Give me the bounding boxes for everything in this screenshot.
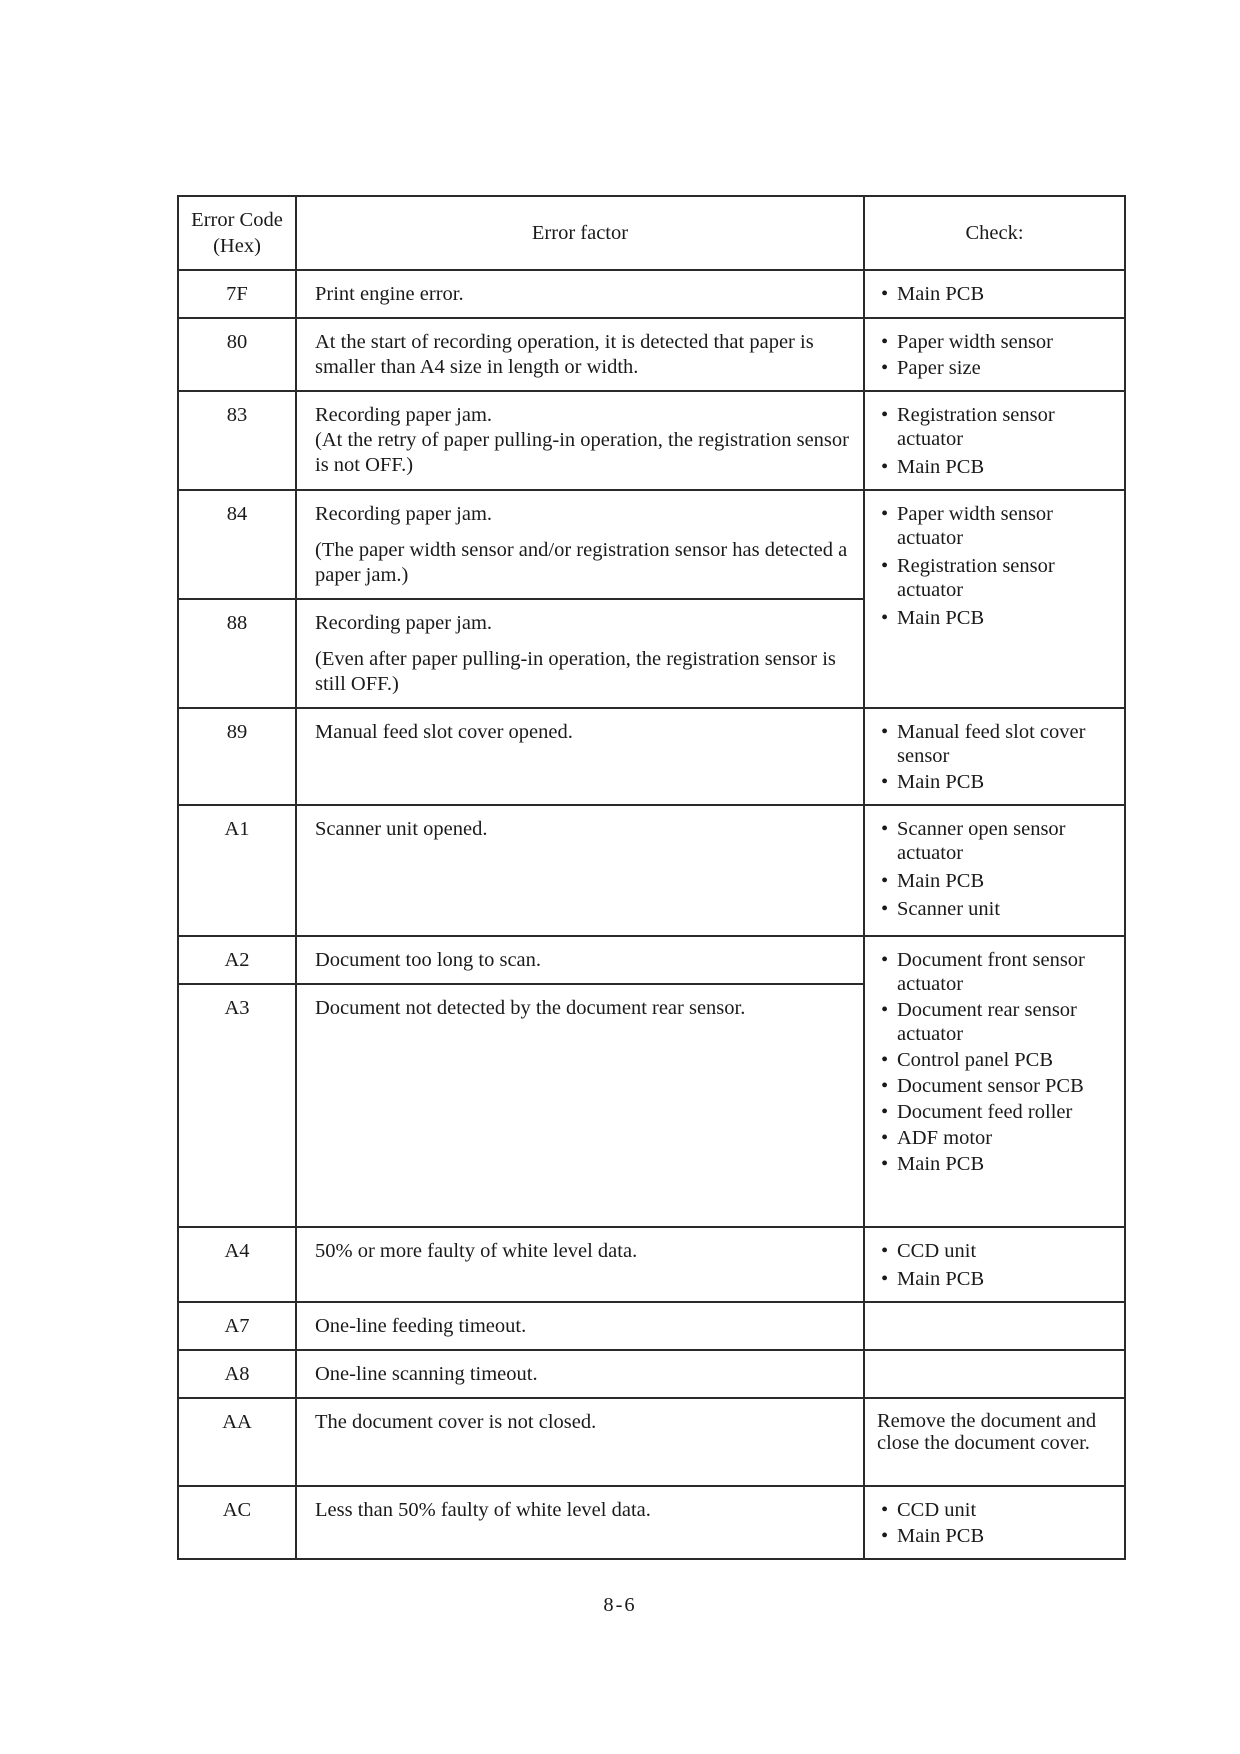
error-factor-detail: (At the retry of paper pulling-in operation, the registration sensor is not OFF.): [315, 429, 849, 476]
error-code: A3: [178, 984, 296, 1227]
table-row: [178, 1486, 1125, 1559]
table-row: [178, 490, 1125, 599]
check-item-text: Document feed roller: [897, 1101, 1073, 1123]
page-number: 8-6: [603, 1594, 637, 1616]
error-factor: [296, 805, 864, 936]
error-factor: [296, 708, 864, 805]
error-factor-text: 50% or more faulty of white level data.: [315, 1240, 638, 1262]
bullet-icon: •: [881, 721, 889, 743]
error-factor-text: Recording paper jam.: [315, 503, 493, 525]
check-item: [877, 403, 1116, 451]
bullet-icon: •: [881, 607, 889, 629]
error-factor: [296, 490, 864, 599]
error-factor: [296, 270, 864, 318]
bullet-icon: •: [881, 949, 889, 971]
error-code: A1: [178, 805, 296, 936]
check-item: [877, 897, 1116, 921]
error-code: AA: [178, 1398, 296, 1486]
check-list: [877, 948, 1116, 1176]
check-item-text: Control panel PCB: [897, 1049, 1054, 1071]
table-header-row: [178, 196, 1125, 270]
bullet-icon: •: [881, 404, 889, 426]
bullet-icon: •: [881, 357, 889, 379]
error-code: 88: [178, 599, 296, 708]
error-factor-text: Document not detected by the document rear sensor.: [315, 997, 746, 1019]
bullet-icon: •: [881, 898, 889, 920]
bullet-icon: •: [881, 1499, 889, 1521]
bullet-icon: •: [881, 1049, 889, 1071]
check-item-text: Scanner open sensor actuator: [897, 818, 1066, 864]
check-item: [877, 502, 1116, 550]
check-list: [877, 282, 1116, 306]
check-item-text: Main PCB: [897, 607, 985, 629]
header-check: Check:: [864, 196, 1125, 270]
error-code: A2: [178, 936, 296, 984]
check-item: [877, 1126, 1116, 1150]
check-list-cell: [864, 270, 1125, 318]
error-factor-text: At the start of recording operation, it is detected that paper is smaller than A4 size in length or width.: [315, 331, 814, 378]
check-list: [877, 502, 1116, 630]
check-item-text: Document rear sensor actuator: [897, 999, 1077, 1045]
table-row: [178, 1398, 1125, 1486]
check-item-text: Paper width sensor: [897, 331, 1054, 353]
bullet-icon: •: [881, 283, 889, 305]
check-list-cell: [864, 490, 1125, 708]
bullet-icon: •: [881, 555, 889, 577]
check-item-text: Paper size: [897, 357, 981, 379]
error-factor-text: One-line feeding timeout.: [315, 1315, 527, 1337]
bullet-icon: •: [881, 771, 889, 793]
check-item-text: Main PCB: [897, 1268, 985, 1290]
check-item-text: ADF motor: [897, 1127, 993, 1149]
table-row: [178, 708, 1125, 805]
error-factor: [296, 936, 864, 984]
check-item: [877, 720, 1116, 768]
check-item: [877, 998, 1116, 1046]
check-item-text: Document sensor PCB: [897, 1075, 1084, 1097]
check-item: [877, 356, 1116, 380]
check-item: [877, 1074, 1116, 1098]
error-code: AC: [178, 1486, 296, 1559]
bullet-icon: •: [881, 1268, 889, 1290]
error-factor: [296, 1227, 864, 1302]
check-note: Remove the document and close the document cover.: [877, 1410, 1097, 1454]
check-list-cell: [864, 1486, 1125, 1559]
check-list-cell: [864, 936, 1125, 1227]
error-factor: [296, 984, 864, 1227]
check-item: [877, 1524, 1116, 1548]
check-list: [877, 720, 1116, 794]
check-note-cell: [864, 1398, 1125, 1486]
error-factor-text: Manual feed slot cover opened.: [315, 721, 573, 743]
check-item-text: Main PCB: [897, 870, 985, 892]
check-list-cell: [864, 1227, 1125, 1302]
error-factor: [296, 599, 864, 708]
check-item-text: Main PCB: [897, 456, 985, 478]
check-item: [877, 282, 1116, 306]
check-item: [877, 606, 1116, 630]
error-code: 89: [178, 708, 296, 805]
check-list: [877, 1498, 1116, 1548]
check-list-cell-empty: [864, 1350, 1125, 1398]
check-item: [877, 554, 1116, 602]
table-row: [178, 936, 1125, 984]
check-list: [877, 403, 1116, 479]
check-item-text: Registration sensor actuator: [897, 404, 1055, 450]
error-code: A4: [178, 1227, 296, 1302]
check-item: [877, 1267, 1116, 1291]
bullet-icon: •: [881, 818, 889, 840]
check-item: [877, 1152, 1116, 1176]
table-row: [178, 1302, 1125, 1350]
header-error-code-line1: Error Code: [191, 209, 283, 231]
error-factor-text: Document too long to scan.: [315, 949, 542, 971]
error-code: A7: [178, 1302, 296, 1350]
error-factor-detail: (The paper width sensor and/or registration sensor has detected a paper jam.): [315, 539, 848, 586]
error-factor: [296, 1302, 864, 1350]
table-row: [178, 1350, 1125, 1398]
check-item: [877, 869, 1116, 893]
check-list-cell: [864, 391, 1125, 490]
check-item-text: Main PCB: [897, 1525, 985, 1547]
bullet-icon: •: [881, 870, 889, 892]
check-item: [877, 455, 1116, 479]
check-item: [877, 770, 1116, 794]
check-list-cell: [864, 708, 1125, 805]
check-item: [877, 1048, 1116, 1072]
bullet-icon: •: [881, 1525, 889, 1547]
check-list: [877, 817, 1116, 921]
check-item-text: Manual feed slot cover sensor: [897, 721, 1086, 767]
error-factor-text: Recording paper jam.: [315, 612, 493, 634]
table-row: [178, 318, 1125, 391]
check-item: [877, 948, 1116, 996]
bullet-icon: •: [881, 1240, 889, 1262]
check-item: [877, 1498, 1116, 1522]
bullet-icon: •: [881, 456, 889, 478]
check-list-cell-empty: [864, 1302, 1125, 1350]
header-error-code-line2: (Hex): [213, 235, 261, 257]
bullet-icon: •: [881, 999, 889, 1021]
check-item-text: CCD unit: [897, 1240, 977, 1262]
check-item-text: Scanner unit: [897, 898, 1001, 920]
error-code: 80: [178, 318, 296, 391]
check-item: [877, 1239, 1116, 1263]
check-item-text: Document front sensor actuator: [897, 949, 1085, 995]
error-code: A8: [178, 1350, 296, 1398]
error-factor-text: Recording paper jam.: [315, 404, 493, 426]
error-factor-text: Less than 50% faulty of white level data.: [315, 1499, 651, 1521]
error-factor: [296, 1486, 864, 1559]
error-code-table: [177, 195, 1126, 1560]
table-row: [178, 270, 1125, 318]
check-item-text: Paper width sensor actuator: [897, 503, 1054, 549]
error-factor-detail: (Even after paper pulling-in operation, the registration sensor is still OFF.): [315, 648, 836, 695]
table-row: [178, 1227, 1125, 1302]
check-list-cell: [864, 318, 1125, 391]
header-error-code: [178, 196, 296, 270]
table-row: [178, 391, 1125, 490]
check-list-cell: [864, 805, 1125, 936]
error-code: 84: [178, 490, 296, 599]
bullet-icon: •: [881, 503, 889, 525]
error-factor: [296, 391, 864, 490]
check-item-text: Registration sensor actuator: [897, 555, 1055, 601]
check-item-text: Main PCB: [897, 1153, 985, 1175]
error-factor: [296, 318, 864, 391]
error-code: 7F: [178, 270, 296, 318]
bullet-icon: •: [881, 331, 889, 353]
check-list: [877, 1239, 1116, 1291]
check-item: [877, 1100, 1116, 1124]
error-factor-text: Scanner unit opened.: [315, 818, 488, 840]
error-factor-text: One-line scanning timeout.: [315, 1363, 538, 1385]
table-row: [178, 805, 1125, 936]
check-item-text: CCD unit: [897, 1499, 977, 1521]
bullet-icon: •: [881, 1153, 889, 1175]
check-item: [877, 330, 1116, 354]
error-factor-text: Print engine error.: [315, 283, 464, 305]
check-item: [877, 817, 1116, 865]
bullet-icon: •: [881, 1127, 889, 1149]
error-factor: [296, 1350, 864, 1398]
error-code: 83: [178, 391, 296, 490]
error-factor-text: The document cover is not closed.: [315, 1411, 597, 1433]
header-error-factor: Error factor: [296, 196, 864, 270]
error-factor: [296, 1398, 864, 1486]
bullet-icon: •: [881, 1075, 889, 1097]
check-item-text: Main PCB: [897, 283, 985, 305]
check-list: [877, 330, 1116, 380]
check-item-text: Main PCB: [897, 771, 985, 793]
bullet-icon: •: [881, 1101, 889, 1123]
